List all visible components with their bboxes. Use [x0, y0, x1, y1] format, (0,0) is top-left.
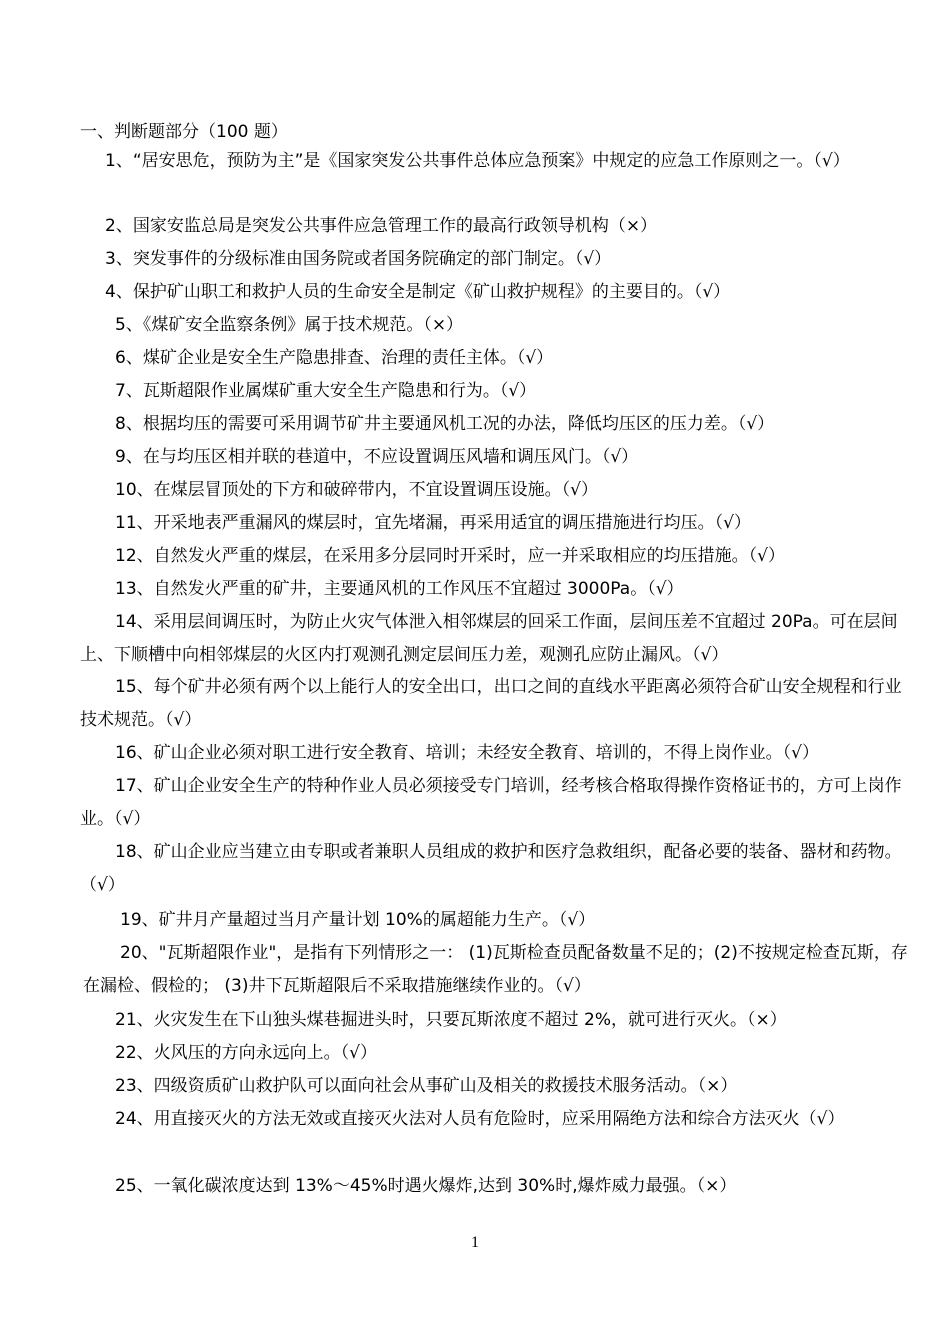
question-2: 2、国家安监总局是突发公共事件应急管理工作的最高行政领导机构（×） [105, 216, 658, 236]
question-17: 17、矿山企业安全生产的特种作业人员必须接受专门培训，经考核合格取得操作资格证书的，方可上岗作业。（√） [80, 776, 902, 829]
question-20: 20、"瓦斯超限作业"，是指有下列情形之一： (1)瓦斯检查员配备数量不足的；(2)不按规定检查瓦斯，存在漏检、假检的； (3)井下瓦斯超限后不采取措施继续作业的。（√） [83, 943, 908, 996]
question-13: 13、自然发火严重的矿井，主要通风机的工作风压不宜超过 3000Pa。（√） [115, 579, 684, 599]
question-7: 7、瓦斯超限作业属煤矿重大安全生产隐患和行为。（√） [115, 381, 537, 401]
question-5: 5、《煤矿安全监察条例》属于技术规范。（×） [115, 315, 464, 335]
question-21: 21、火灾发生在下山独头煤巷掘进头时，只要瓦斯浓度不超过 2%，就可进行灭火。（×） [115, 1010, 787, 1030]
question-12: 12、自然发火严重的煤层，在采用多分层同时开采时，应一并采取相应的均压措施。（√） [115, 546, 785, 566]
question-14: 14、采用层间调压时，为防止火灾气体泄入相邻煤层的回采工作面，层间压差不宜超过 20Pa。可在层间上、下顺槽中向相邻煤层的火区内打观测孔测定层间压力差，观测孔应防止漏风。（√） [80, 612, 898, 665]
question-6: 6、煤矿企业是安全生产隐患排查、治理的责任主体。（√） [115, 348, 554, 368]
question-11: 11、开采地表严重漏风的煤层时，宜先堵漏，再采用适宜的调压措施进行均压。（√） [115, 513, 751, 533]
question-10: 10、在煤层冒顶处的下方和破碎带内，不宜设置调压设施。（√） [115, 480, 598, 500]
page-number: 1 [471, 1234, 479, 1251]
question-1: 1、“居安思危，预防为主”是《国家突发公共事件总体应急预案》中规定的应急工作原则之一。（√） [105, 151, 850, 171]
question-9: 9、在与均压区相并联的巷道中，不应设置调压风墙和调压风门。（√） [115, 447, 639, 467]
question-18: 18、矿山企业应当建立由专职或者兼职人员组成的救护和医疗急救组织，配备必要的装备、器材和药物。（√） [80, 842, 902, 895]
question-8: 8、根据均压的需要可采用调节矿井主要通风机工况的办法，降低均压区的压力差。（√） [115, 414, 775, 434]
question-22: 22、火风压的方向永远向上。（√） [115, 1043, 377, 1063]
question-16: 16、矿山企业必须对职工进行安全教育、培训；未经安全教育、培训的，不得上岗作业。（√） [115, 743, 819, 763]
question-24: 24、用直接灭火的方法无效或直接灭火法对人员有危险时，应采用隔绝方法和综合方法灭火（√） [115, 1109, 845, 1129]
question-15: 15、每个矿井必须有两个以上能行人的安全出口，出口之间的直线水平距离必须符合矿山安全规程和行业技术规范。（√） [80, 677, 902, 730]
question-25: 25、一氧化碳浓度达到 13%～45%时遇火爆炸,达到 30%时,爆炸威力最强。（×） [115, 1176, 737, 1196]
question-23: 23、四级资质矿山救护队可以面向社会从事矿山及相关的救援技术服务活动。（×） [115, 1076, 738, 1096]
section-title: 一、判断题部分（100 题） [80, 122, 288, 142]
question-4: 4、保护矿山职工和救护人员的生命安全是制定《矿山救护规程》的主要目的。（√） [105, 282, 731, 302]
question-19: 19、矿井月产量超过当月产量计划 10%的属超能力生产。（√） [120, 910, 596, 930]
question-3: 3、突发事件的分级标准由国务院或者国务院确定的部门制定。（√） [105, 249, 612, 269]
